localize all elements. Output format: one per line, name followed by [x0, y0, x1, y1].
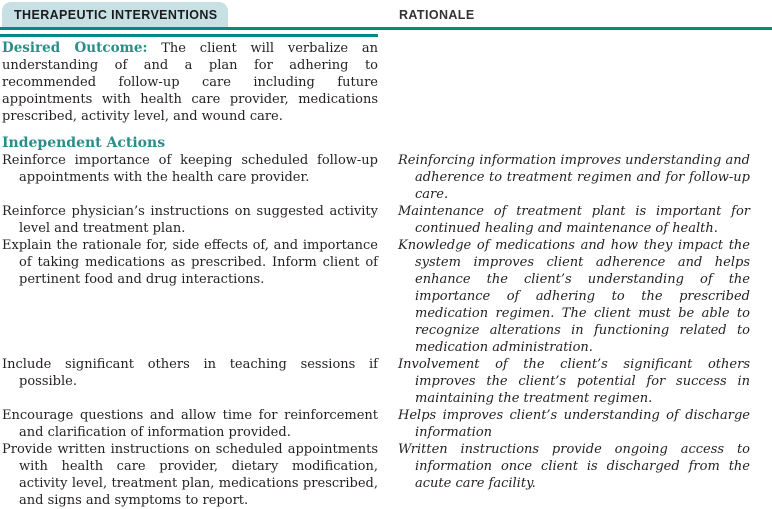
- intervention-text: Reinforce importance of keeping scheduled follow-up appointments with the health care provider.: [2, 153, 378, 185]
- intervention-text: Reinforce physician’s instructions on suggested activity level and treatment plan.: [2, 204, 378, 236]
- desired-outcome-text: The client will verbalize an understanding of and a plan for adhering to recommended follow-up care including future appointments with health care provider, medications prescribed, activity level, and wound care.: [2, 41, 378, 124]
- rationale-text: Involvement of the client’s significant others improves the client’s potential for success in maintaining the treatment regimen.: [398, 357, 750, 406]
- intervention-text: Encourage questions and allow time for reinforcement and clarification of information provided.: [2, 408, 378, 440]
- interventions-header-tab: [2, 2, 228, 27]
- independent-actions-heading: Independent Actions: [2, 135, 166, 151]
- interventions-rationale-grid: [2, 152, 770, 509]
- desired-outcome-label: Desired Outcome:: [2, 40, 148, 56]
- intervention-text: Provide written instructions on scheduled appointments with health care provider, dietary modification, activity level, treatment plan, medications prescribed, and signs and symptoms to report.: [2, 442, 378, 508]
- rationale-header-label: RATIONALE: [399, 8, 475, 22]
- desired-outcome-paragraph: [2, 40, 378, 125]
- teal-rule-full-width: [0, 27, 772, 30]
- rationale-text: Reinforcing information improves understanding and adherence to treatment regimen and for follow-up care.: [398, 153, 750, 202]
- rationale-text: Maintenance of treatment plant is important for continued healing and maintenance of health.: [398, 204, 750, 236]
- care-plan-content: [2, 40, 770, 509]
- rationale-text: Written instructions provide ongoing access to information once client is discharged from the acute care facility.: [398, 442, 750, 491]
- teal-rule-left-column: [0, 34, 378, 37]
- rationale-text: Knowledge of medications and how they impact the system improves client adherence and helps enhance the client’s understanding of the importance of adhering to the prescribed medication regimen. The client must be able to recognize alterations in functioning related to medication administration.: [398, 238, 750, 355]
- intervention-text: Explain the rationale for, side effects of, and importance of taking medications as prescribed. Inform client of pertinent food and drug interactions.: [2, 238, 378, 287]
- intervention-text: Include significant others in teaching sessions if possible.: [2, 357, 378, 389]
- interventions-header-label: THERAPEUTIC INTERVENTIONS: [14, 7, 218, 22]
- rationale-text: Helps improves client’s understanding of discharge information: [398, 408, 750, 440]
